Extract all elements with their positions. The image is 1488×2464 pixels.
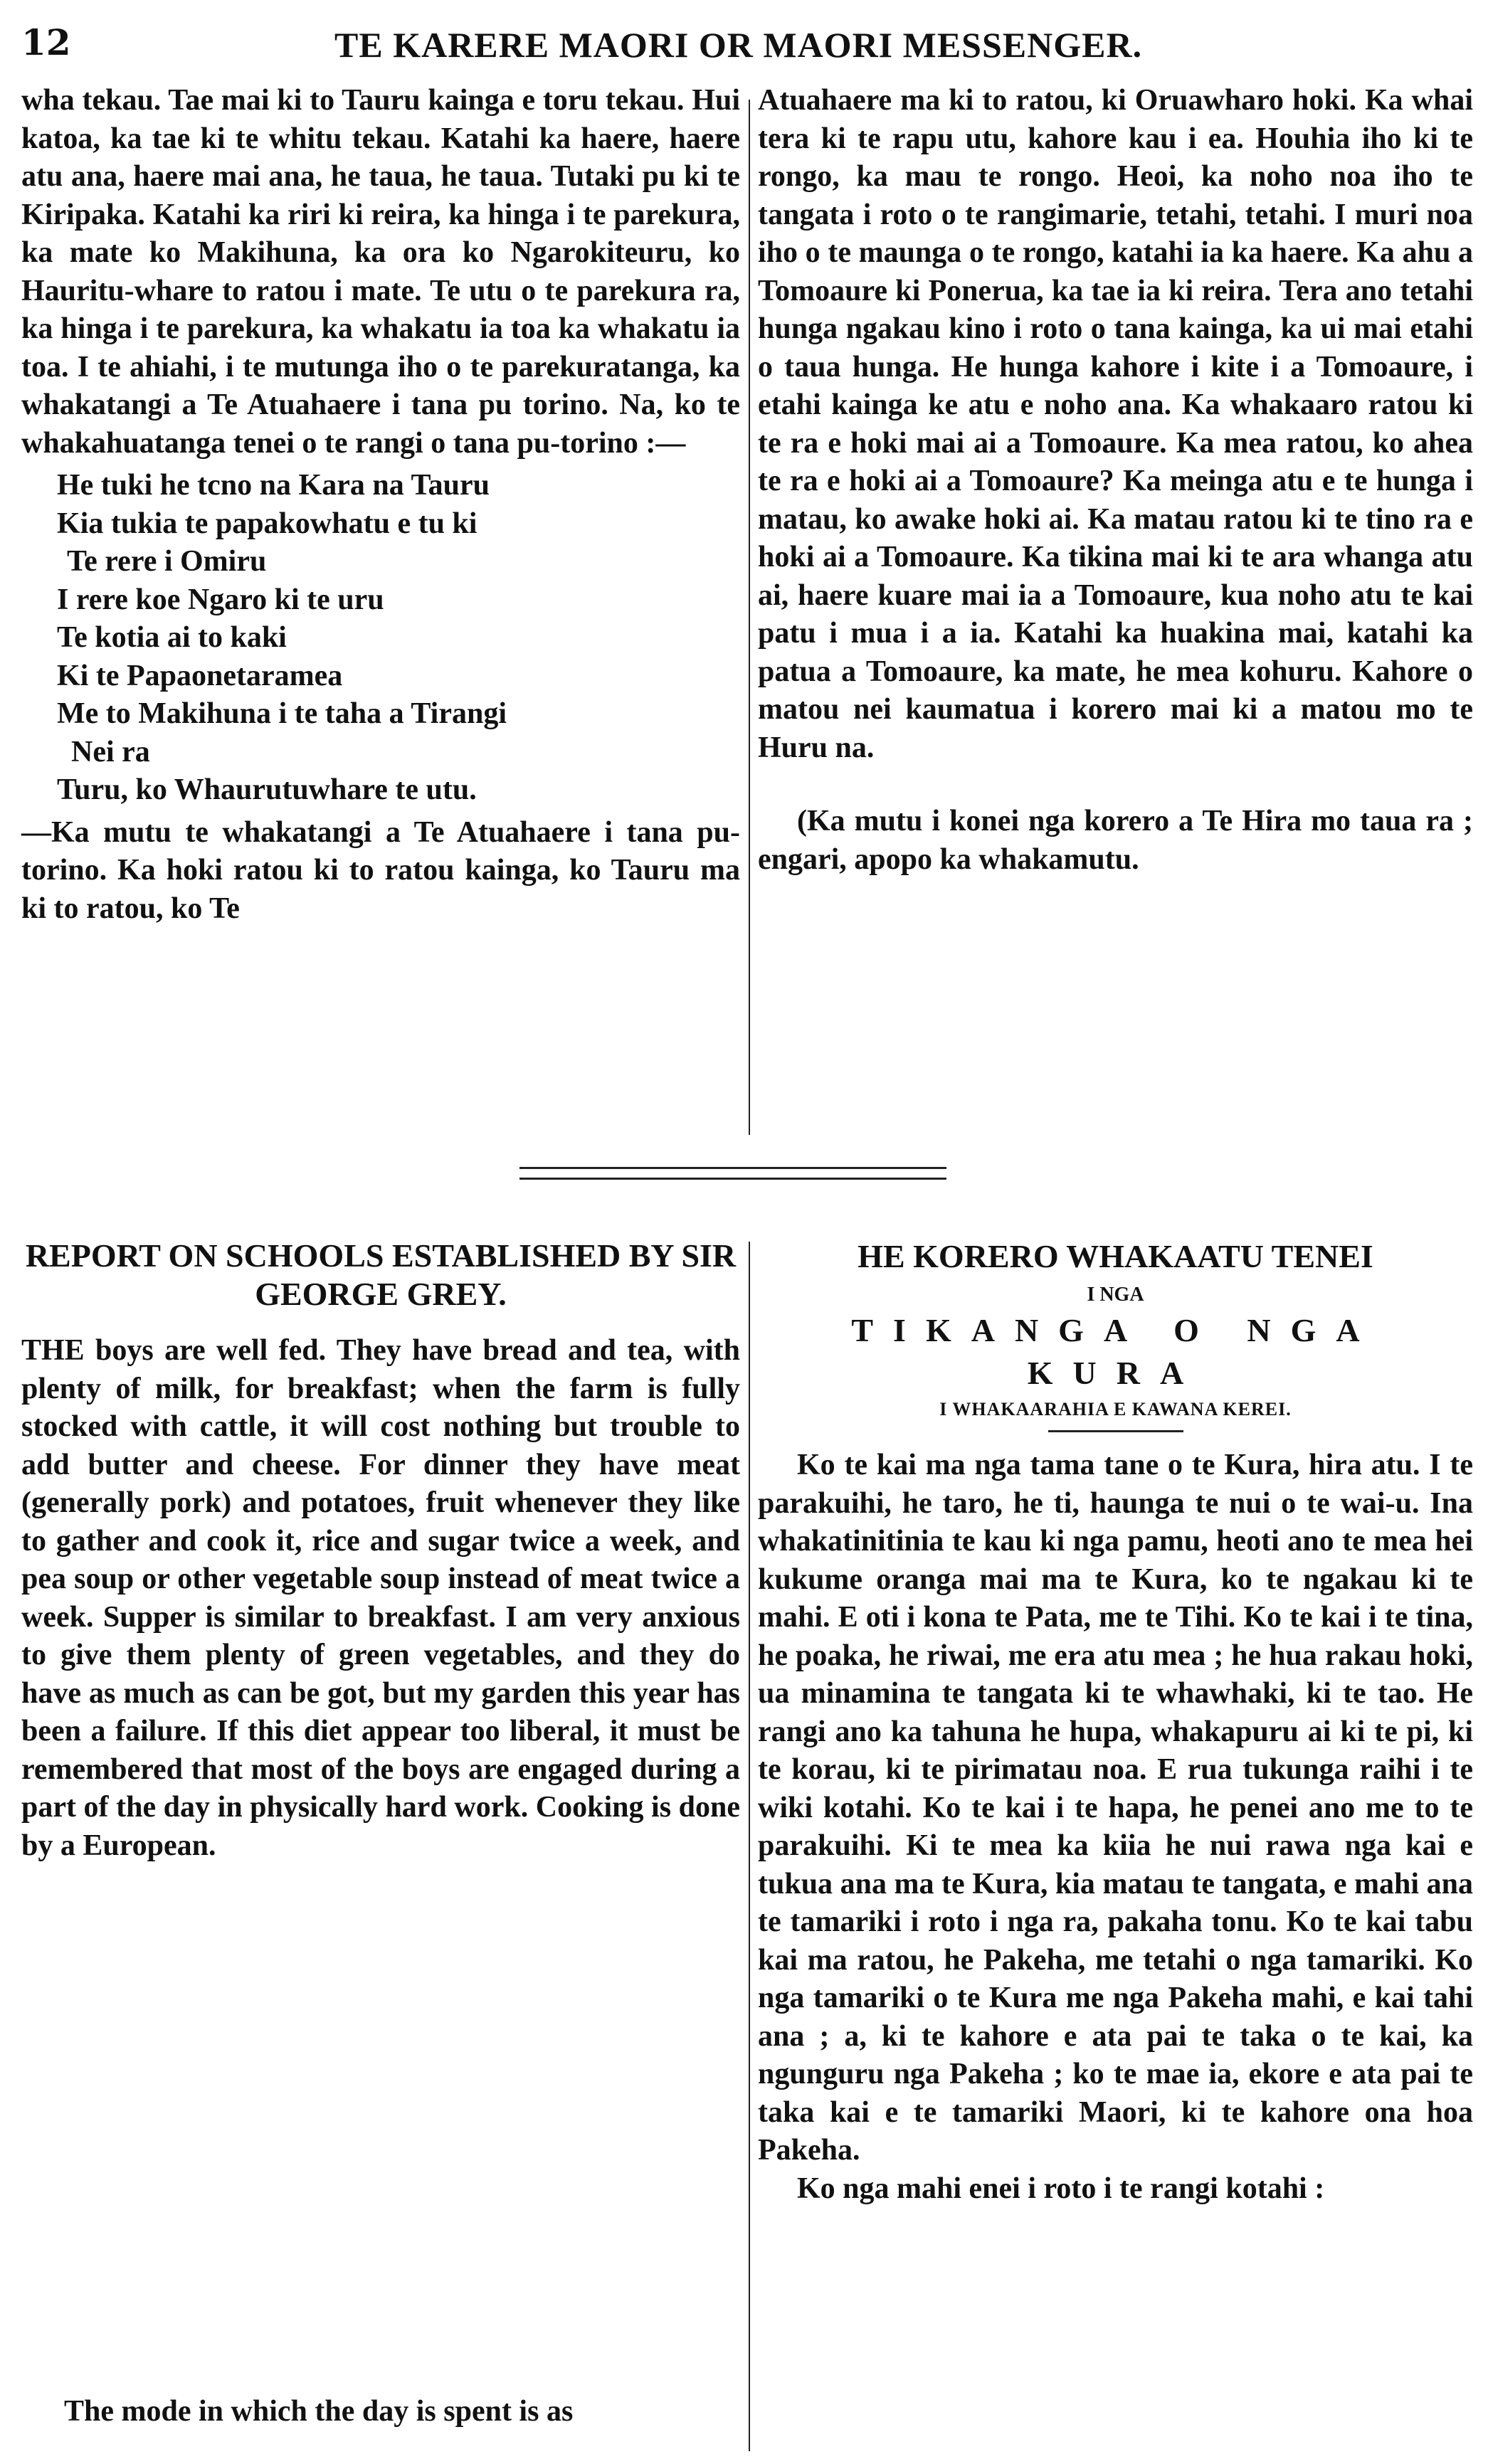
korero-body: Ko te kai ma nga tama tane o te Kura, hira atu. I te parakuihi, he taro, he ti, haunga te nui o te wai-u. Ina whakatinitinia te kau ki nga pamu, heoti ano te mea hei kukume oranga mai ma te Kura, ko te ngakau ki te mahi. E oti i kona te Pata, me te Tihi. Ko te kai i te tina, he poaka, he riwai, me era atu mea ; he hua rakau hoki, ua minamina te tangata ki te whawhaki, ki te tao. He rangi ano ka tahuna he hupa, whakapuru ai ki te pi, ki te korau, ki te pirimatau noa. E rua tukunga raihi i te wiki kotahi. Ko te kai i te hapa, he penei ano me to te parakuihi. Ki te mea ka kiia he nui rawa nga kai e tukua ana ma te Kura, kia matau te tangata, e mahi ana te tamariki i roto i nga ra, pakaha tonu. Ko te kai tabu kai ma ratou, he Pakeha, me tetahi o nga tamariki. Ko nga tamariki o te Kura me nga Pakeha mahi, e kai tahi ana ; a, ki te kahore e ata pai te taka o te kai, ka ngunguru nga Pakeha ; ko te mae ia, ekore e ata pai te taka kai e te tamariki Maori, ki te kahore ona hoa Pakeha.	[758, 1449, 1473, 2167]
story-paragraph: Atuahaere ma ki to ratou, ki Oruawharo hoki. Ka whai tera ki te rapu utu, kahore kau i ea. Houhia iho ki te rongo, ka mau te rongo. Heoi, ka noho noa iho te tangata i roto o te rangimarie, tetahi, tetahi. I muri noa iho o te maunga o te rongo, katahi ia ka haere. Ka ahu a Tomoaure ki Ponerua, ka tae ia ki reira. Tera ano tetahi hunga ngakau kino i roto o tana kainga, ka ui mai etahi o taua hunga. He hunga kahore i kite i a Tomoaure, i etahi kainga ke atu e noho ana. Ka whakaaro ratou ki te ra e hoki mai ai a Tomoaure. Ka mea ratou, ko ahea te ra e hoki ai a Tomoaure? Ka meinga atu e te hunga i matau, ko awake hoki ai. Ka matau ratou ki te tino ra e hoki ai a Tomoaure. Ka tikina mai ki te ara whanga atu ai, haere kuare mai ia a Tomoaure, kua noho atu te kai patu i mua i a ia. Katahi ka huakina mai, katahi ka patua a Tomoaure, ka mate, he mea kohuru. Kahore o matou nei kaumatua i korero mai ki a matou mo te Huru na.	[758, 84, 1473, 764]
song-line: Te rere i Omiru	[67, 545, 267, 578]
korero-subheading: I NGA	[1087, 1284, 1144, 1306]
song-line: Turu, ko Whaurutuwhare te utu.	[57, 773, 477, 806]
song-line: Me to Makihuna i te taha a Tirangi	[57, 697, 507, 730]
report-heading: REPORT ON SCHOOLS ESTABLISHED BY SIR GEORGE GREY.	[25, 1237, 737, 1312]
korero-heading-byline: I WHAKAARAHIA E KAWANA KEREI.	[939, 1399, 1292, 1419]
song-line: Kia tukia te papakowhatu e tu ki	[57, 507, 477, 540]
korero-last-line: Ko nga mahi enei i roto i te rangi kotahi :	[797, 2172, 1325, 2205]
running-title: TE KARERE MAORI OR MAORI MESSENGER.	[334, 25, 1143, 65]
song-line: I rere koe Ngaro ki te uru	[57, 583, 384, 616]
korero-heading: HE KORERO WHAKAATU TENEI	[858, 1238, 1373, 1274]
report-body: THE boys are well fed. They have bread and tea, with plenty of milk, for breakfast; when the farm is fully stocked with cattle, it will cost nothing but trouble to add butter and cheese. For dinner they have meat (generally pork) and potatoes, fruit whenever they like to gather and cook it, rice and sugar twice a week, and pea soup or other vegetable soup instead of meat twice a week. Supper is similar to breakfast. I am very anxious to give them plenty of green vegetables, and they do have as much as can be got, but my garden this year has been a failure. If this diet appear too liberal, it must be remembered that most of the boys are engaged during a part of the day in physically hard work. Cooking is done by a European.	[21, 1334, 740, 1862]
story-paragraph: wha tekau. Tae mai ki to Tauru kainga e toru tekau. Hui katoa, ka tae ki te whitu tekau. Katahi ka haere, haere atu ana, haere mai ana, he taua, he taua. Tutaki pu ki te Kiripaka. Katahi ka riri ki reira, ka hinga i te parekura, ka mate ko Makihuna, ka ora ko Ngarokiteuru, ko Hauritu-whare to ratou i mate. Te utu o te parekura ra, ka hinga i te parekura, ka whakatu ia toa ka whakatu ia toa. I te ahiahi, i te mutunga iho o te parekuratanga, ka whakatangi a Te Atuahaere i tana pu torino. Na, ko te whakahuatanga tenei o te rangi o tana pu-torino :—	[21, 84, 740, 460]
song-line: Nei ra	[71, 735, 150, 768]
korero-heading-title: TIKANGA O NGA KURA	[851, 1312, 1380, 1391]
story-paragraph: —Ka mutu te whakatangi a Te Atuahaere i tana pu-torino. Ka hoki ratou ki to ratou kainga, ko Tauru ma ki to ratou, ko Te	[21, 815, 740, 925]
report-trailer: The mode in which the day is spent is as	[64, 2395, 574, 2428]
top-left-column	[21, 82, 740, 928]
top-right-column	[758, 82, 1473, 879]
heading-rule	[1048, 1430, 1183, 1432]
song-line: Te kotia ai to kaki	[57, 621, 287, 654]
song-line: He tuki he tcno na Kara na Tauru	[57, 469, 490, 502]
song-verse	[57, 467, 740, 810]
page-number: 12	[21, 21, 71, 63]
page-header	[21, 21, 1466, 78]
column-divider	[749, 100, 750, 1135]
bottom-right-column	[758, 1237, 1473, 2208]
section-divider	[519, 1167, 946, 1180]
bottom-left-column	[21, 1237, 740, 1865]
story-closing: (Ka mutu i konei nga korero a Te Hira mo taua ra ; engari, apopo ka whakamutu.	[758, 805, 1473, 876]
column-divider	[749, 1242, 750, 2451]
song-line: Ki te Papaonetaramea	[57, 659, 343, 692]
